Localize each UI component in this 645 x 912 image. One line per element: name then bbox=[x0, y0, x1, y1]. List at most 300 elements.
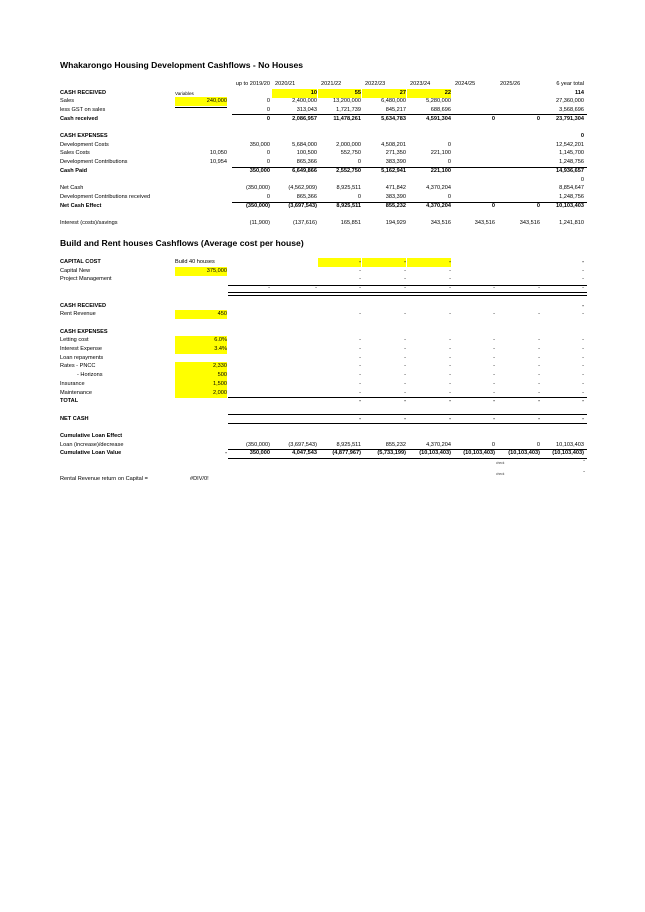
variable-cell bbox=[175, 423, 227, 432]
value-cell bbox=[232, 176, 270, 185]
variable-cell bbox=[175, 293, 227, 302]
value-cell: 4,370,204 bbox=[426, 441, 451, 448]
table-row bbox=[0, 115, 645, 124]
variable-cell bbox=[175, 415, 227, 424]
table-row bbox=[0, 141, 645, 150]
variable-cell: 375,000 bbox=[175, 267, 227, 276]
value-cell bbox=[232, 345, 270, 354]
rental-return-label: Rental Revenue return on Capital = bbox=[60, 476, 148, 482]
table-row bbox=[0, 319, 645, 328]
value-cell: (350,000) bbox=[246, 202, 270, 209]
table-row bbox=[0, 149, 645, 158]
row-label: NET CASH bbox=[60, 415, 89, 422]
variable-cell bbox=[175, 284, 227, 293]
value-cell: (10,103,403) bbox=[463, 450, 495, 457]
column-header: 2025/26 bbox=[500, 81, 521, 87]
value-cell bbox=[407, 319, 451, 328]
value-cell: 350,000 bbox=[249, 141, 270, 148]
value-cell bbox=[407, 423, 451, 432]
check-value-2: - bbox=[583, 469, 585, 475]
value-cell: 0 bbox=[357, 159, 361, 166]
value-cell bbox=[272, 362, 317, 371]
total-cell: - bbox=[582, 285, 584, 292]
value-cell: 343,516 bbox=[474, 220, 495, 226]
total-cell: - bbox=[582, 380, 584, 387]
total-cell: 1,248,756 bbox=[559, 159, 584, 166]
value-cell: 4,370,204 bbox=[426, 185, 451, 192]
variable-cell bbox=[175, 319, 227, 328]
row-label: Interest (costs)/savings bbox=[60, 220, 118, 226]
row-label: Development Contributions received bbox=[60, 193, 151, 200]
value-cell: - bbox=[493, 363, 495, 370]
total-cell: 14,936,657 bbox=[556, 167, 584, 174]
value-cell bbox=[318, 176, 361, 185]
value-cell: - bbox=[493, 380, 495, 387]
cell-border bbox=[228, 458, 587, 459]
value-cell: (4,877,967) bbox=[332, 450, 361, 457]
variable-cell bbox=[175, 193, 227, 202]
total-cell: 3,568,696 bbox=[559, 106, 584, 113]
value-cell bbox=[272, 354, 317, 363]
value-cell: - bbox=[538, 346, 540, 352]
row-label: Sales Costs bbox=[60, 150, 90, 157]
value-cell bbox=[452, 258, 495, 267]
row-label bbox=[60, 293, 175, 302]
value-cell: (10,103,403) bbox=[419, 450, 451, 457]
value-cell: 0 bbox=[266, 115, 270, 122]
value-cell: - bbox=[449, 311, 451, 318]
value-cell: 855,232 bbox=[385, 202, 406, 209]
value-cell bbox=[497, 275, 540, 284]
row-label: CAPITAL COST bbox=[60, 259, 101, 265]
value-cell: 8,925,511 bbox=[336, 441, 361, 448]
table-row bbox=[0, 371, 645, 380]
column-header: 2020/21 bbox=[275, 81, 296, 87]
check-label-2: check bbox=[496, 472, 505, 476]
variable-cell: 3.4% bbox=[175, 345, 227, 354]
value-cell bbox=[232, 354, 270, 363]
table-row bbox=[0, 362, 645, 371]
column-header: 2021/22 bbox=[321, 81, 342, 87]
total-cell: 1,241,810 bbox=[559, 220, 584, 226]
value-cell bbox=[318, 432, 361, 441]
value-cell: - bbox=[318, 258, 361, 267]
value-cell bbox=[318, 328, 361, 337]
value-cell: 10 bbox=[272, 89, 317, 98]
value-cell: (5,733,199) bbox=[377, 450, 406, 457]
value-cell: - bbox=[538, 415, 540, 422]
value-cell: - bbox=[449, 398, 451, 405]
variable-cell bbox=[175, 167, 227, 176]
row-label bbox=[60, 176, 175, 185]
value-cell bbox=[497, 149, 540, 158]
value-cell: (10,103,403) bbox=[508, 450, 540, 457]
variable-cell bbox=[175, 432, 227, 441]
table-row bbox=[0, 202, 645, 211]
value-cell: 271,350 bbox=[385, 150, 406, 157]
value-cell: 2,552,750 bbox=[336, 167, 361, 174]
value-cell bbox=[452, 167, 495, 176]
value-cell: 1,721,739 bbox=[336, 106, 361, 113]
value-cell bbox=[232, 258, 270, 267]
variable-cell: 10,050 bbox=[209, 150, 227, 157]
row-label: Development Contributions bbox=[60, 159, 128, 166]
value-cell: - bbox=[404, 363, 406, 370]
value-cell bbox=[362, 210, 406, 219]
value-cell: - bbox=[538, 380, 540, 387]
value-cell: 350,000 bbox=[249, 167, 270, 174]
column-header: 2022/23 bbox=[365, 81, 386, 87]
value-cell bbox=[272, 371, 317, 380]
variable-cell: 240,000 bbox=[175, 97, 227, 106]
value-cell bbox=[232, 132, 270, 141]
value-cell: 471,842 bbox=[385, 185, 406, 192]
total-cell: - bbox=[582, 267, 584, 274]
value-cell bbox=[362, 132, 406, 141]
value-cell: - bbox=[493, 372, 495, 379]
value-cell bbox=[318, 423, 361, 432]
value-cell: - bbox=[404, 354, 406, 361]
value-cell bbox=[362, 176, 406, 185]
value-cell bbox=[452, 328, 495, 337]
table-row bbox=[0, 132, 645, 141]
value-cell bbox=[452, 132, 495, 141]
total-cell: 1,145,700 bbox=[559, 150, 584, 157]
value-cell bbox=[452, 319, 495, 328]
value-cell: (3,697,543) bbox=[288, 441, 317, 448]
table-row bbox=[0, 89, 645, 98]
value-cell: 4,508,201 bbox=[381, 141, 406, 148]
value-cell: - bbox=[449, 363, 451, 370]
value-cell: 0 bbox=[266, 193, 270, 200]
value-cell bbox=[497, 123, 540, 132]
value-cell: - bbox=[404, 285, 406, 292]
value-cell: 2,000,000 bbox=[336, 141, 361, 148]
value-cell bbox=[452, 275, 495, 284]
table-row bbox=[0, 354, 645, 363]
table-row bbox=[0, 258, 645, 267]
value-cell: 4,370,204 bbox=[426, 202, 451, 209]
cell-border bbox=[232, 167, 587, 168]
value-cell bbox=[407, 123, 451, 132]
value-cell bbox=[318, 319, 361, 328]
variable-cell: 1,500 bbox=[175, 380, 227, 389]
total-cell bbox=[544, 328, 584, 337]
value-cell: - bbox=[268, 285, 270, 292]
value-cell: (137,616) bbox=[293, 220, 317, 226]
value-cell: - bbox=[359, 267, 361, 274]
value-cell bbox=[452, 176, 495, 185]
value-cell: - bbox=[449, 354, 451, 361]
row-label: Maintenance bbox=[60, 389, 93, 396]
table-row bbox=[0, 423, 645, 432]
variable-cell: Variables bbox=[175, 90, 194, 96]
value-cell: 2,400,000 bbox=[292, 98, 317, 105]
value-cell: - bbox=[449, 380, 451, 387]
row-label: Cumulative Loan Value bbox=[60, 450, 122, 457]
total-cell bbox=[544, 423, 584, 432]
row-label bbox=[60, 210, 175, 219]
value-cell: 688,696 bbox=[430, 106, 451, 113]
value-cell bbox=[232, 267, 270, 276]
total-cell: 0 bbox=[580, 133, 584, 139]
value-cell: - bbox=[359, 285, 361, 292]
row-label bbox=[60, 406, 175, 415]
value-cell: 350,000 bbox=[249, 450, 270, 457]
value-cell: 5,162,941 bbox=[381, 167, 406, 174]
table-row bbox=[0, 184, 645, 193]
value-cell: (11,900) bbox=[249, 220, 270, 226]
value-cell bbox=[272, 328, 317, 337]
value-cell bbox=[232, 397, 270, 406]
table-row bbox=[0, 328, 645, 337]
value-cell: - bbox=[493, 285, 495, 292]
table-row bbox=[0, 97, 645, 106]
value-cell: 11,478,261 bbox=[333, 115, 361, 122]
value-cell bbox=[362, 432, 406, 441]
value-cell bbox=[318, 210, 361, 219]
value-cell bbox=[272, 275, 317, 284]
row-label bbox=[60, 319, 175, 328]
row-label: Loan (increase)/decrease bbox=[60, 441, 124, 448]
table-row bbox=[0, 210, 645, 219]
value-cell bbox=[272, 345, 317, 354]
variable-cell: 2,000 bbox=[175, 389, 227, 398]
value-cell bbox=[497, 210, 540, 219]
row-label: Net Cash bbox=[60, 185, 84, 192]
value-cell bbox=[232, 380, 270, 389]
value-cell: 0 bbox=[536, 115, 540, 122]
variable-cell bbox=[175, 132, 227, 141]
value-cell bbox=[407, 432, 451, 441]
value-cell: - bbox=[359, 354, 361, 361]
value-cell: - bbox=[538, 398, 540, 405]
value-cell: (350,000) bbox=[246, 441, 270, 448]
value-cell: 865,366 bbox=[296, 193, 317, 200]
value-cell bbox=[452, 423, 495, 432]
value-cell bbox=[452, 432, 495, 441]
total-cell: - bbox=[582, 311, 584, 318]
value-cell bbox=[272, 132, 317, 141]
total-cell: - bbox=[582, 346, 584, 352]
value-cell bbox=[272, 210, 317, 219]
value-cell bbox=[232, 362, 270, 371]
total-cell: - bbox=[582, 389, 584, 396]
table-row bbox=[0, 310, 645, 319]
table-row bbox=[0, 176, 645, 185]
value-cell: 845,217 bbox=[385, 106, 406, 113]
value-cell: - bbox=[359, 276, 361, 283]
value-cell bbox=[318, 132, 361, 141]
total-cell bbox=[544, 432, 584, 441]
row-label bbox=[60, 284, 175, 293]
value-cell bbox=[272, 310, 317, 319]
total-cell: - bbox=[582, 415, 584, 422]
value-cell: 0 bbox=[491, 115, 495, 122]
table-row bbox=[0, 397, 645, 406]
value-cell: - bbox=[493, 398, 495, 405]
variable-cell: - bbox=[225, 450, 227, 457]
value-cell: - bbox=[449, 285, 451, 292]
total-cell: 0 bbox=[580, 176, 584, 183]
total-cell: 12,542,201 bbox=[556, 141, 584, 148]
value-cell: - bbox=[449, 415, 451, 422]
table-row bbox=[0, 336, 645, 345]
value-cell bbox=[497, 423, 540, 432]
value-cell bbox=[232, 275, 270, 284]
value-cell: 855,232 bbox=[385, 441, 406, 448]
value-cell: 100,500 bbox=[296, 150, 317, 157]
row-label: CASH RECEIVED bbox=[60, 89, 107, 96]
row-label: Rent Revenue bbox=[60, 311, 96, 318]
table-row bbox=[0, 219, 645, 228]
value-cell bbox=[272, 336, 317, 345]
variable-cell bbox=[175, 141, 227, 150]
value-cell: 6,480,000 bbox=[381, 98, 406, 105]
total-cell bbox=[544, 210, 584, 219]
value-cell bbox=[272, 267, 317, 276]
value-cell bbox=[272, 319, 317, 328]
value-cell: 8,925,511 bbox=[336, 202, 361, 209]
cell-border bbox=[228, 449, 587, 450]
value-cell: - bbox=[493, 337, 495, 344]
value-cell bbox=[272, 423, 317, 432]
value-cell bbox=[452, 184, 495, 193]
cell-border bbox=[228, 292, 587, 296]
value-cell: 0 bbox=[266, 106, 270, 113]
check-label-1: check bbox=[496, 461, 505, 465]
value-cell bbox=[232, 210, 270, 219]
row-label: Rates - PNCC bbox=[60, 363, 96, 370]
value-cell: 0 bbox=[536, 202, 540, 209]
value-cell bbox=[497, 184, 540, 193]
total-cell: - bbox=[582, 372, 584, 379]
value-cell bbox=[497, 319, 540, 328]
table-row bbox=[0, 345, 645, 354]
cell-border bbox=[228, 423, 587, 424]
value-cell: 13,200,000 bbox=[333, 98, 361, 105]
total-cell bbox=[544, 123, 584, 132]
column-header: 2023/24 bbox=[410, 81, 431, 87]
table-row bbox=[0, 167, 645, 176]
value-cell bbox=[232, 123, 270, 132]
value-cell: 2,086,957 bbox=[292, 115, 317, 122]
variable-cell bbox=[175, 441, 227, 450]
value-cell: 0 bbox=[447, 193, 451, 200]
row-label: Development Costs bbox=[60, 141, 109, 148]
value-cell: - bbox=[449, 276, 451, 283]
row-label: Interest Expense bbox=[60, 346, 102, 352]
value-cell bbox=[497, 97, 540, 106]
value-cell bbox=[452, 123, 495, 132]
table-row bbox=[0, 380, 645, 389]
value-cell bbox=[318, 123, 361, 132]
total-cell: - bbox=[582, 276, 584, 283]
value-cell: 0 bbox=[266, 150, 270, 157]
value-cell: 383,390 bbox=[385, 159, 406, 166]
value-cell: - bbox=[404, 267, 406, 274]
value-cell: - bbox=[404, 380, 406, 387]
value-cell: 22 bbox=[407, 89, 451, 98]
value-cell bbox=[232, 432, 270, 441]
value-cell: - bbox=[404, 311, 406, 318]
value-cell bbox=[232, 423, 270, 432]
value-cell bbox=[497, 89, 540, 98]
variable-cell bbox=[175, 176, 227, 185]
variable-cell bbox=[175, 275, 227, 284]
cell-border bbox=[228, 397, 587, 398]
value-cell bbox=[362, 319, 406, 328]
total-cell: 23,791,304 bbox=[556, 115, 584, 122]
variable-cell bbox=[175, 302, 227, 311]
variable-cell bbox=[175, 354, 227, 363]
value-cell: - bbox=[359, 380, 361, 387]
column-header: up to 2019/20 bbox=[235, 81, 270, 87]
table-row bbox=[0, 432, 645, 441]
value-cell: 0 bbox=[266, 98, 270, 105]
total-cell: 114 bbox=[574, 89, 584, 96]
value-cell bbox=[407, 302, 451, 311]
row-label: CASH EXPENSES bbox=[60, 133, 108, 139]
value-cell: - bbox=[359, 398, 361, 405]
value-cell: 221,100 bbox=[430, 167, 451, 174]
row-label: Loan repayments bbox=[60, 354, 104, 361]
row-label: Capital New bbox=[60, 267, 91, 274]
value-cell: - bbox=[538, 363, 540, 370]
value-cell: 343,516 bbox=[519, 220, 540, 226]
value-cell: - bbox=[359, 363, 361, 370]
variable-cell bbox=[175, 219, 227, 228]
value-cell: - bbox=[404, 372, 406, 379]
variable-cell bbox=[175, 202, 227, 211]
value-cell bbox=[407, 132, 451, 141]
row-label: Insurance bbox=[60, 380, 85, 387]
value-cell: 5,280,000 bbox=[426, 98, 451, 105]
title-no-houses: Whakarongo Housing Development Cashflows - No Houses bbox=[60, 60, 304, 70]
value-cell bbox=[452, 302, 495, 311]
value-cell: 343,516 bbox=[430, 220, 451, 226]
value-cell: - bbox=[538, 372, 540, 379]
variable-cell: 10,954 bbox=[209, 159, 227, 166]
check-value-1: - bbox=[583, 458, 585, 464]
total-cell: 8,854,647 bbox=[559, 185, 584, 192]
table-row bbox=[0, 123, 645, 132]
value-cell bbox=[272, 432, 317, 441]
value-cell: - bbox=[493, 346, 495, 352]
column-header: 2024/25 bbox=[455, 81, 476, 87]
value-cell bbox=[497, 432, 540, 441]
value-cell: - bbox=[359, 415, 361, 422]
value-cell: 0 bbox=[491, 441, 495, 448]
value-cell: - bbox=[538, 389, 540, 396]
value-cell bbox=[272, 123, 317, 132]
value-cell: - bbox=[404, 337, 406, 344]
value-cell bbox=[272, 380, 317, 389]
variable-cell bbox=[175, 123, 227, 132]
row-label: - Horizons bbox=[77, 372, 103, 379]
variable-cell: 500 bbox=[175, 371, 227, 380]
variable-cell bbox=[175, 210, 227, 219]
value-cell: (3,697,543) bbox=[288, 202, 317, 209]
column-header: 6 year total bbox=[556, 81, 584, 87]
value-cell bbox=[452, 97, 495, 106]
value-cell bbox=[362, 328, 406, 337]
total-cell: 10,103,403 bbox=[556, 202, 584, 209]
value-cell bbox=[232, 336, 270, 345]
value-cell bbox=[318, 302, 361, 311]
value-cell: (350,000) bbox=[246, 185, 270, 192]
value-cell bbox=[497, 258, 540, 267]
